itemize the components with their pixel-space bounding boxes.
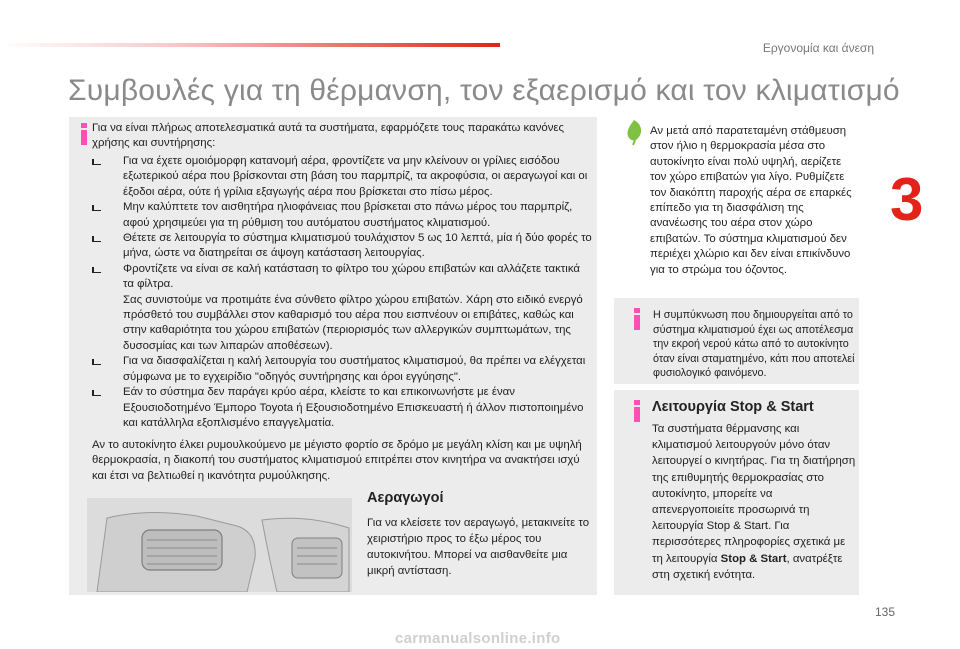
page-title: Συμβουλές για τη θέρμανση, τον εξαερισμό και τον κλιματισμό (68, 74, 900, 107)
list-item: Εάν το σύστημα δεν παράγει κρύο αέρα, κλείστε το και επικοινωνήστε με έναν Εξουσιοδοτημένο Έμπορο Toyota ή Εξουσιοδοτημένο Επισκευαστή ή άλλον πιστοποιημένο και κατάλληλα εξοπλισμένο επαγγελματία. (92, 385, 592, 431)
list-item: Φροντίζετε να είναι σε καλή κατάσταση το φίλτρο του χώρου επιβατών και αλλάζετε τακτικά τα φίλτρα. Σας συνιστούμε να προτιμάτε ένα σύνθετο φίλτρο χώρου επιβατών. Χάρη στο ειδικό ενεργό πρόσθετό του συμβάλλει στον καθαρισμό του αέρα που εισπνέουν οι επιβάτες, καθώς και στην καθαριότητα του χώρου επιβατών (περιορισμός των αλλεργικών συμπτωμάτων, της δυσοσμίας και των λιπαρών αποθέσεων). (92, 262, 592, 354)
air-vent-illustration (87, 498, 352, 592)
condensation-info-text: Η συμπύκνωση που δημιουργείται από το σύστημα κλιματισμού έχει ως αποτέλεσμα την εκροή νερού κάτω από το αυτοκίνητο όταν είναι σταματημένο, κάτι που αποτελεί φυσιολογικό φαινόμενο. (653, 309, 855, 380)
header-accent-bar (0, 43, 500, 47)
stop-start-text: Τα συστήματα θέρμανσης και κλιματισμού λειτουργούν μόνο όταν λειτουργεί ο κινητήρας. Για τη διατήρηση της επιθυμητής θερμοκρασίας στο αυτοκίνητο, μπορείτε να απενεργοποιείτε προσωρινά τη λειτουργία Stop & Start. Για περισσότερες πληροφορίες σχετικά με τη λειτουργία Stop & Start, ανατρέξτε στη σχετική ενότητα. (652, 423, 856, 581)
main-intro-text: Για να είναι πλήρως αποτελεσματικά αυτά τα συστήματα, εφαρμόζετε τους παρακάτω κανόνες χρήσης και συντήρησης: (92, 122, 564, 150)
info-icon (79, 123, 89, 145)
watermark: carmanualsonline.info (395, 630, 561, 647)
stop-start-bold: Stop & Start (720, 552, 787, 565)
page-number: 135 (875, 605, 896, 619)
list-item: Για να έχετε ομοιόμορφη κατανομή αέρα, φροντίζετε να μην κλείνουν οι γρίλιες εισόδου εξωτερικού αέρα που βρίσκονται στη βάση του παρμπρίζ, τα ακροφύσια, οι αεραγωγοί και οι έξοδοι αέρα, ούτε ή γρίλια εξαγωγής αέρα που βρίσκεται στο πίσω μέρος. (92, 154, 592, 200)
eco-leaf-icon (624, 118, 644, 146)
info-icon (632, 308, 642, 330)
list-item: Θέτετε σε λειτουργία το σύστημα κλιματισμού τουλάχιστον 5 ως 10 λεπτά, μία ή δύο φορές το μήνα, ώστε να διατηρείται σε άψογη κατάσταση λειτουργίας. (92, 231, 592, 262)
list-item: Μην καλύπτετε τον αισθητήρα ηλιοφάνειας που βρίσκεται στο πάνω μέρος του παρμπρίζ, αφού χρησιμεύει για τη ρύθμιση του αυτόματου συστήματος κλιματισμού. (92, 200, 592, 231)
section-title: Εργονομία και άνεση (762, 41, 874, 55)
vents-text: Για να κλείσετε τον αεραγωγό, μετακινείτε το χειριστήριο προς το έξω μέρος του αυτοκινήτου. Μπορεί να αισθανθείτε μια μικρή αντίσταση. (367, 517, 590, 577)
vents-heading: Αεραγωγοί (367, 490, 444, 506)
towing-paragraph: Αν το αυτοκίνητο έλκει ρυμουλκούμενο με μέγιστο φορτίο σε δρόμο με μεγάλη κλίση και με υψηλή θερμοκρασία, η διακοπή του συστήματος κλιματισμού επιτρέπει στον κινητήρα να ανακτήσει ισχύ και έτσι να βελτιωθεί η ικανότητα ρυμούλκησης. (92, 439, 582, 482)
advice-list (92, 154, 592, 431)
chapter-number: 3 (890, 166, 924, 233)
air-vent-drawing (87, 498, 352, 592)
info-icon (632, 400, 642, 422)
list-item: Για να διασφαλίζεται η καλή λειτουργία του συστήματος κλιματισμού, θα πρέπει να ελέγχεται σύμφωνα με το εγχειρίδιο "οδηγός συντήρησης και όροι εγγύησης". (92, 354, 592, 385)
stop-start-heading: Λειτουργία Stop & Start (652, 399, 814, 415)
list-item-extra: Σας συνιστούμε να προτιμάτε ένα σύνθετο φίλτρο χώρου επιβατών. Χάρη στο ειδικό ενεργό πρόσθετό του συμβάλλει στον καθαρισμό του αέρα που εισπνέουν οι επιβάτες, καθώς και στην καθαριότητα του χώρου επιβατών (περιορισμός των αλλεργικών συμπτωμάτων, της δυσοσμίας και των λιπαρών αποθέσεων). (123, 293, 583, 352)
eco-tip-text: Αν μετά από παρατεταμένη στάθμευση στον ήλιο η θερμοκρασία μέσα στο αυτοκίνητο είναι πολύ υψηλή, αερίζετε τον χώρο επιβατών για λίγο. Ρυθμίζετε τον διακόπτη παροχής αέρα σε επαρκές επίπεδο για τη διασφάλιση της ανανέωσης του αέρα στον χώρο επιβατών. Το σύστημα κλιματισμού δεν περιέχει χλώριο και δεν είναι επικίνδυνο για το στρώμα του όζοντος. (650, 125, 852, 276)
